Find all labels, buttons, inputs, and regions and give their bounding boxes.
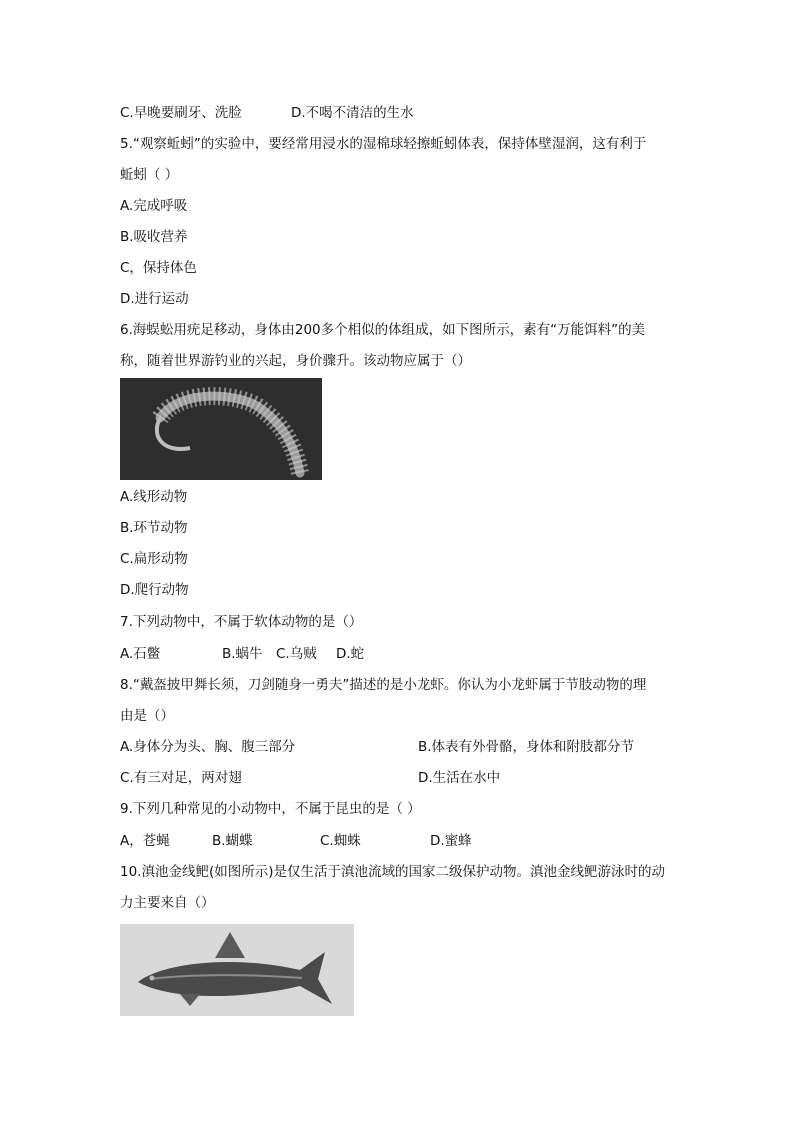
q5-stem-line1: 5.“观察蚯蚓”的实验中，要经常用浸水的湿棉球轻擦蚯蚓体表，保持体壁湿润，这有利于 (120, 136, 647, 152)
q5-option-c: C，保持体色 (120, 260, 197, 276)
q9-option-a: A，苍蝇 (120, 833, 170, 849)
q9-option-c: C.蜘蛛 (320, 833, 361, 849)
q4-option-d: D.不喝不清洁的生水 (291, 105, 414, 121)
q5-stem-line2: 蚯蚓（ ） (120, 167, 179, 183)
q10-stem-line1: 10.滇池金线鲃(如图所示)是仅生活于滇池流域的国家二级保护动物。滇池金线鲃游泳时的动 (120, 864, 666, 880)
q7-option-b: B.蜗牛 (222, 646, 263, 662)
sea-centipede-image (120, 378, 322, 480)
q6-option-d: D.爬行动物 (120, 582, 189, 598)
q6-stem-line1: 6.海蜈蚣用疣足移动，身体由200多个相似的体组成，如下图所示，素有“万能饵料”的美 (120, 322, 646, 338)
q7-option-a: A.石鳖 (120, 646, 161, 662)
golden-line-barbel-image (120, 924, 354, 1016)
q8-stem-line2: 由是（） (120, 708, 174, 724)
q8-stem-line1: 8.“戴盔披甲舞长须，刀剑随身一勇夫”描述的是小龙虾。你认为小龙虾属于节肢动物的理 (120, 677, 647, 693)
q5-option-d: D.进行运动 (120, 291, 189, 307)
q6-option-c: C.扁形动物 (120, 551, 188, 567)
q6-stem-line2: 称，随着世界游钓业的兴起，身价骤升。该动物应属于（） (120, 353, 471, 369)
q8-option-c: C.有三对足，两对翅 (120, 770, 242, 786)
q7-option-c: C.乌贼 (276, 646, 317, 662)
q6-option-b: B.环节动物 (120, 520, 188, 536)
sea-centipede-drawing (120, 378, 322, 480)
q8-option-d: D.生活在水中 (418, 770, 501, 786)
q8-option-a: A.身体分为头、胸、腹三部分 (120, 739, 296, 755)
q5-option-b: B.吸收营养 (120, 229, 188, 245)
q9-option-d: D.蜜蜂 (430, 833, 472, 849)
q7-stem: 7.下列动物中，不属于软体动物的是（） (120, 614, 363, 630)
q9-stem: 9.下列几种常见的小动物中，不属于昆虫的是（ ） (120, 801, 421, 817)
q6-option-a: A.线形动物 (120, 489, 188, 505)
q9-option-b: B.蝴蝶 (212, 833, 253, 849)
q4-option-c: C.早晚要刷牙、洗脸 (120, 105, 242, 121)
q5-option-a: A.完成呼吸 (120, 198, 188, 214)
q7-option-d: D.蛇 (336, 646, 365, 662)
fish-drawing (120, 924, 354, 1016)
q10-stem-line2: 力主要来自（） (120, 895, 215, 911)
q8-option-b: B.体表有外骨骼，身体和附肢都分节 (418, 739, 635, 755)
